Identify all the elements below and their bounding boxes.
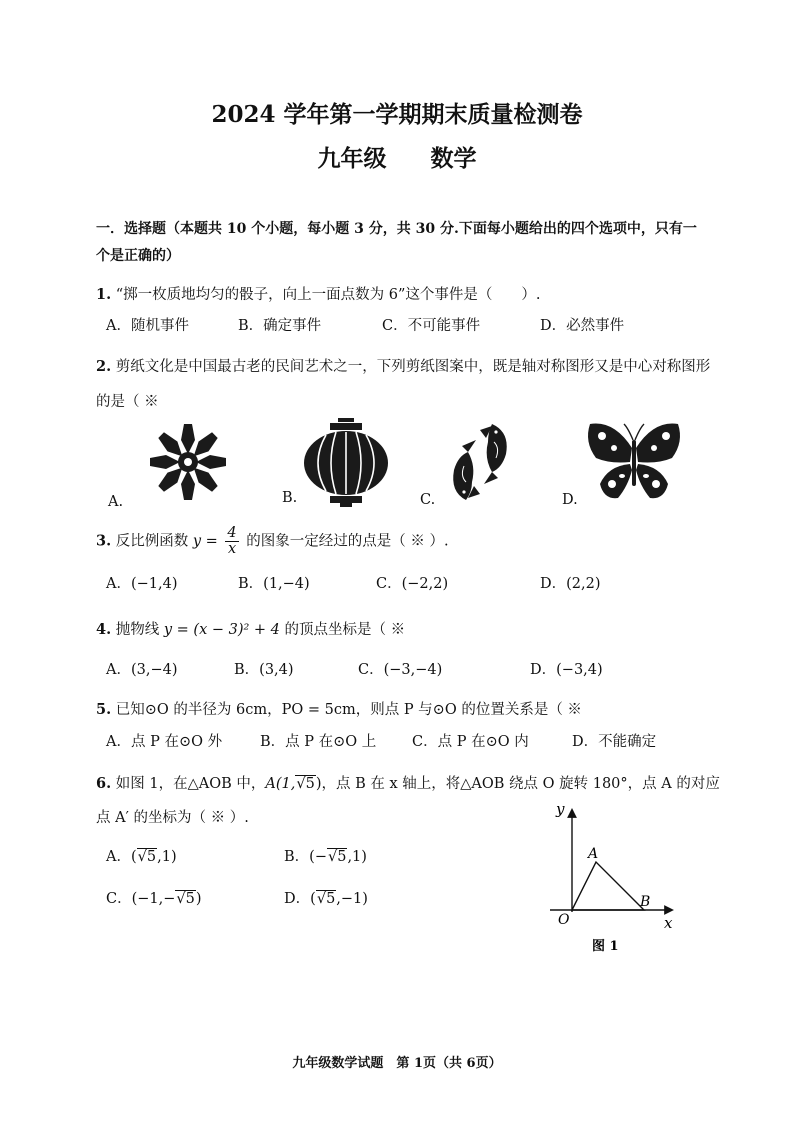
q6-option-d: D．(√5,−1): [284, 891, 368, 907]
question-6: [96, 772, 720, 793]
point-a-coord: A(1,: [265, 776, 296, 792]
grade-label: 九年级: [317, 145, 387, 172]
point-b-label: B: [640, 894, 651, 910]
question-6-line2: 点 A′ 的坐标为（ ※ ）.: [96, 810, 249, 826]
function-y: y =: [192, 533, 218, 550]
q2-label-d: D.: [562, 492, 578, 508]
butterfly-papercut-icon: [584, 418, 684, 504]
parabola-formula: y = (x − 3)² + 4: [163, 622, 280, 638]
question-4: [96, 618, 405, 639]
question-text-d: )，点 B 在 x 轴上，将△AOB 绕点 O 旋转 180°，点 A 的对应: [315, 776, 720, 792]
q5-option-c: C．点 P 在⊙O 内: [412, 734, 529, 750]
question-3: [96, 526, 449, 557]
q3-option-a: A．(−1,4): [106, 576, 178, 592]
q4-option-a: A．(3,−4): [106, 662, 178, 678]
question-text-pre: 抛物线: [115, 622, 160, 638]
x-axis-label: x: [664, 914, 673, 932]
question-text-a: 如图 1，在△AOB 中，: [115, 776, 266, 792]
question-2-line2: 的是（ ※: [96, 394, 159, 410]
q5-option-d: D．不能确定: [572, 734, 657, 750]
question-5: [96, 698, 582, 719]
q3-option-b: B．(1,−4): [238, 576, 310, 592]
q3-option-d: D．(2,2): [540, 576, 601, 592]
section-heading: 一．选择题（本题共 10 个小题，每小题 3 分，共 30 分.下面每小题给出的四个选项中，只有一个是正确的）: [96, 221, 697, 264]
q5-option-b: B．点 P 在⊙O 上: [260, 734, 377, 750]
q3-option-c: C．(−2,2): [376, 576, 449, 592]
question-number: 3.: [96, 532, 112, 550]
q1-option-c: C．不可能事件: [382, 318, 481, 334]
q6-option-c: C．(−1,−√5): [106, 891, 202, 907]
flower-papercut-icon: [138, 420, 238, 504]
q4-option-d: D．(−3,4): [530, 662, 603, 678]
q2-label-c: C.: [420, 492, 436, 508]
question-2: [96, 355, 710, 376]
triangle-aob: [572, 862, 644, 910]
q1-option-d: D．必然事件: [540, 318, 625, 334]
question-text: “掷一枚质地均匀的骰子，向上一面点数为 6”这个事件是（ ）.: [115, 287, 541, 303]
figure-1-diagram: [540, 800, 690, 960]
origin-label: O: [558, 912, 570, 928]
question-text-post: 的图象一定经过的点是（ ※ ）.: [246, 533, 449, 550]
q4-option-b: B．(3,4): [234, 662, 294, 678]
question-number: 2.: [96, 358, 112, 375]
page-footer: 九年级数学试题 第 1页（共 6页）: [292, 1056, 502, 1071]
exam-subtitle: [0, 140, 794, 173]
y-axis-label: y: [556, 800, 565, 818]
question-number: 6.: [96, 775, 112, 792]
q6-option-a: A．(√5,1): [106, 849, 177, 865]
fraction-numerator: 4: [227, 525, 237, 541]
question-text-pre: 反比例函数: [115, 533, 189, 550]
question-number: 5.: [96, 701, 112, 718]
q2-label-a: A.: [108, 494, 124, 510]
q1-option-b: B．确定事件: [238, 318, 322, 334]
fraction: [225, 526, 238, 557]
question-1: [96, 283, 541, 304]
subject-label: 数学: [430, 145, 477, 172]
sqrt-value: √5: [296, 776, 315, 792]
lantern-papercut-icon: [300, 416, 392, 508]
q6-option-b: B．(−√5,1): [284, 849, 367, 865]
q4-option-c: C．(−3,−4): [358, 662, 443, 678]
question-text-post: 的顶点坐标是（ ※: [284, 622, 406, 638]
question-text: 已知⊙O 的半径为 6cm，PO = 5cm，则点 P 与⊙O 的位置关系是（ ※: [115, 702, 582, 718]
exam-title: 2024 学年第一学期期末质量检测卷: [211, 101, 583, 128]
question-number: 4.: [96, 621, 112, 638]
fraction-denominator: x: [227, 541, 237, 557]
question-text: 剪纸文化是中国最古老的民间艺术之一，下列剪纸图案中，既是轴对称图形又是中心对称图形: [115, 359, 711, 375]
figure-caption: 图 1: [592, 939, 619, 954]
koi-fish-papercut-icon: [440, 418, 520, 506]
question-number: 1.: [96, 286, 112, 303]
q2-label-b: B.: [282, 490, 298, 506]
q1-option-a: A．随机事件: [106, 318, 189, 334]
point-a-label: A: [588, 846, 599, 862]
q5-option-a: A．点 P 在⊙O 外: [106, 734, 223, 750]
